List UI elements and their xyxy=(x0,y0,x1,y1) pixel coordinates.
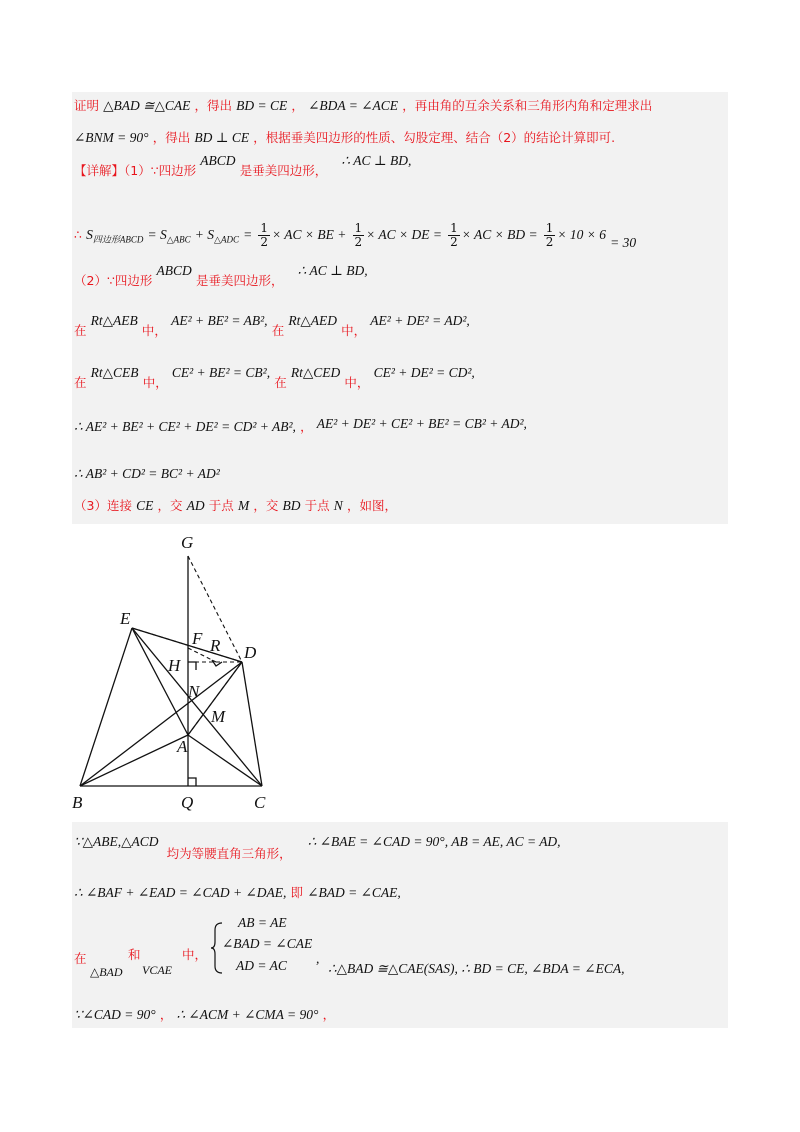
label-m: M xyxy=(211,707,226,726)
label-a: A xyxy=(177,737,188,756)
mid-word: 中， xyxy=(182,947,208,962)
label-g: G xyxy=(181,533,194,552)
right-angle-q xyxy=(188,778,196,786)
congruence-conclusion: ∴△BAD ≅△CAE(SAS), ∴ BD = CE, ∠BDA = ∠ECA, xyxy=(328,961,625,976)
segment-ba xyxy=(80,735,188,786)
system-row-2: ∠BAD = ∠CAE xyxy=(222,936,313,951)
label-n: N xyxy=(188,682,200,701)
label-q: Q xyxy=(181,793,194,812)
triangle-bad: △BAD xyxy=(90,965,123,979)
fraction-half: $\frac{1}{2}$ xyxy=(354,221,363,249)
detail-part-2: （2）∵四边形 ABCD 是垂美四边形， ∴ AC ⊥ BD, xyxy=(74,263,368,288)
and-word: 和 xyxy=(128,947,141,962)
segment-eb xyxy=(80,628,132,786)
complement-angle-line: ∵∠CAD = 90° ， ∴ ∠ACM + ∠CMA = 90° ， xyxy=(74,1007,336,1022)
sum-equations: ∴ AE² + BE² + CE² + DE² = CD² + AB², ， AE² + DE² + CE² + BE² = CB² + AD², xyxy=(74,416,527,434)
label-b: B xyxy=(72,793,83,812)
system-row-1: AB = AE xyxy=(238,915,287,930)
detail-part-3: （3）连接 CE ，交 AD 于点 M ，交 BD 于点 N ，如图， xyxy=(74,498,397,513)
system-comma: , xyxy=(316,951,320,966)
label-d: D xyxy=(244,643,257,662)
label-r: R xyxy=(210,636,221,655)
fraction-half: $\frac{1}{2}$ xyxy=(450,221,458,249)
segment-ae xyxy=(132,628,188,735)
geometry-figure xyxy=(70,525,300,815)
label-c: C xyxy=(254,793,266,812)
detail-part-1: 【详解】（1）∵四边形 ABCD 是垂美四边形， ∴ AC ⊥ BD, xyxy=(74,153,412,178)
segment-ce xyxy=(132,628,262,786)
congruence-intro: 在 xyxy=(74,951,87,966)
segment-ac xyxy=(188,735,262,786)
isosceles-right-line: ∵△ABE,△ACD 均为等腰直角三角形， ∴ ∠BAE = ∠CAD = 90°, AB = AE, AC = AD, xyxy=(74,834,561,861)
system-row-3: AD = AC xyxy=(236,958,287,973)
area-formula: ∴ $S_{四边形ABCD} = S_{\triangle ABC} + S_{\triangle ADC}$ = $\frac{1}{2}$ × AC × BE + $\frac{1}{2}$ × AC × DE = $\frac{1}{2}$ × AC × BD = $\frac{1}{2}$ × 10 × 6 = 30 xyxy=(74,221,637,250)
triangle-cae: VCAE xyxy=(142,963,172,977)
proof-line-2: ∠BNM = 90° ，得出 BD ⊥ CE ，根据垂美四边形的性质、勾股定理、结合（2）的结论计算即可. xyxy=(74,130,616,145)
pythagoras-line-1: 在 Rt△AEB 中， AE² + BE² = AB², 在 Rt△AED 中， AE² + DE² = AD², xyxy=(74,313,470,338)
angle-sum-line: ∴ ∠BAF + ∠EAD = ∠CAD + ∠DAE, 即 ∠BAD = ∠CAE, xyxy=(74,885,401,900)
right-angle-h xyxy=(188,662,196,670)
fraction-half: $\frac{1}{2}$ xyxy=(260,221,269,249)
fraction-half: $\frac{1}{2}$ xyxy=(545,221,554,249)
label-e: E xyxy=(120,609,131,628)
label-h: H xyxy=(168,656,181,675)
segment-dc xyxy=(242,662,262,786)
proof-line-1: 证明 △BAD ≅△CAE ，得出 BD = CE ， ∠BDA = ∠ACE ，再由角的互余关系和三角形内角和定理求出 xyxy=(74,98,653,113)
label-f: F xyxy=(192,629,203,648)
conclusion-part-2: ∴ AB² + CD² = BC² + AD² xyxy=(74,466,220,481)
pythagoras-line-2: 在 Rt△CEB 中， CE² + BE² = CB², 在 Rt△CED 中， CE² + DE² = CD², xyxy=(74,365,475,390)
